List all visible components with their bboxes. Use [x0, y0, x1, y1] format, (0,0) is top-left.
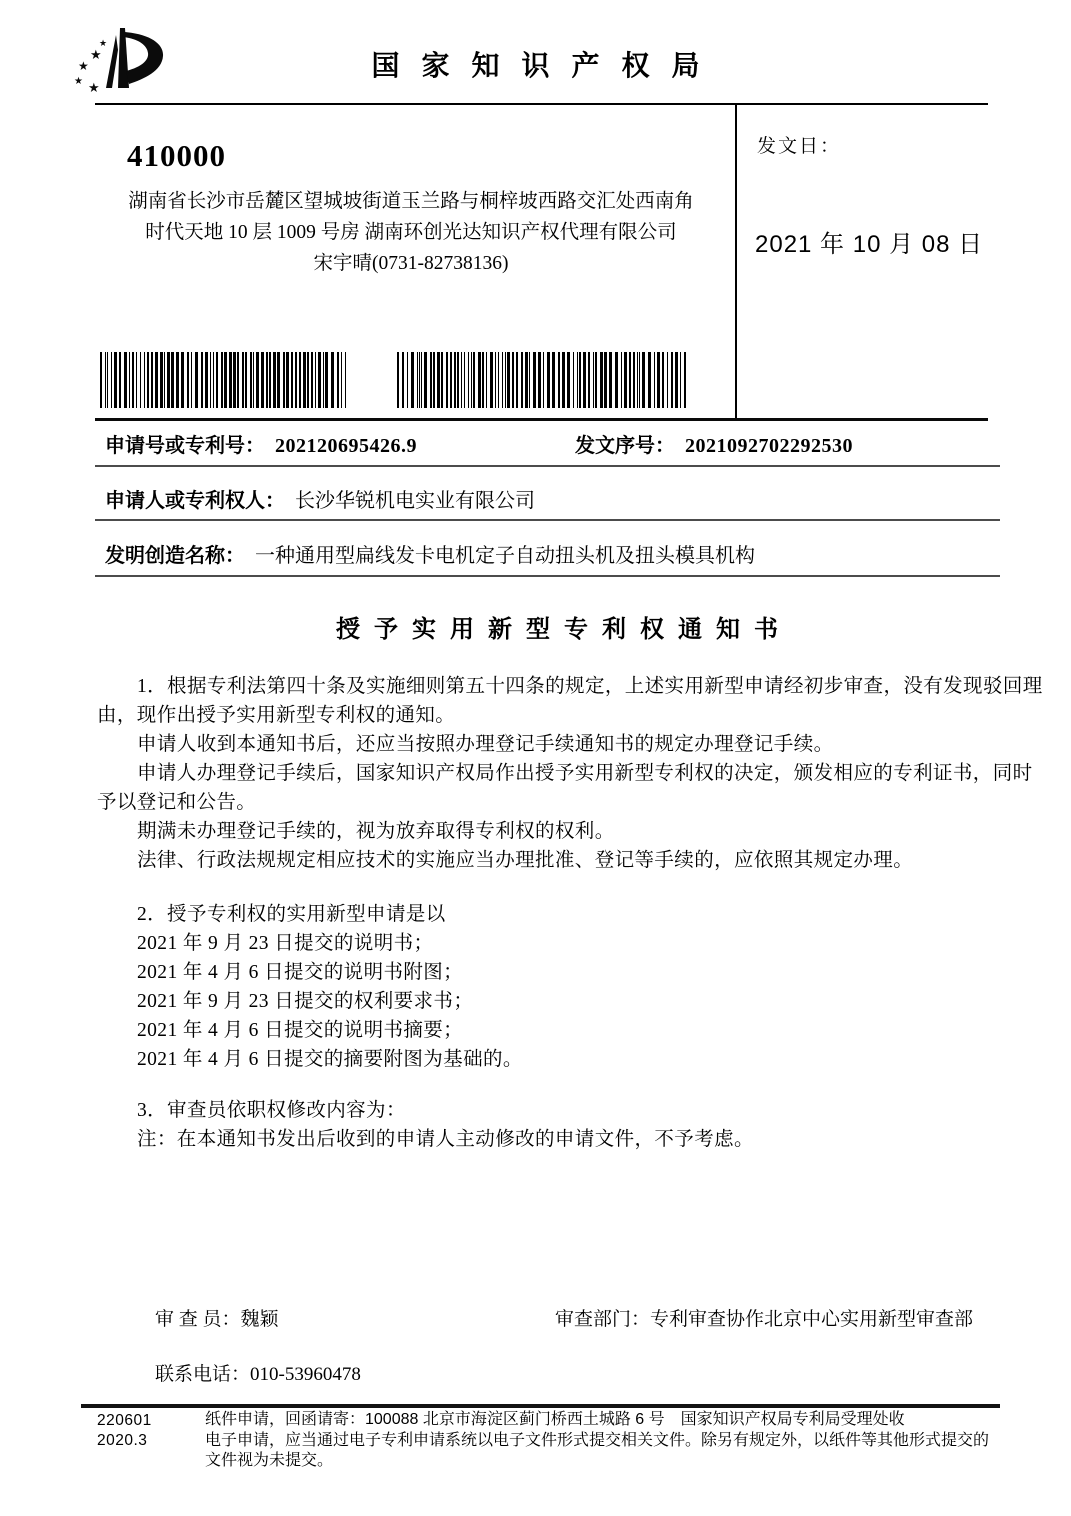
recipient-postcode: 410000 — [127, 138, 226, 173]
footer-instructions — [205, 1410, 1010, 1472]
footer-rule — [81, 1404, 1000, 1408]
body-line: 由，现作出授予实用新型专利权的通知。 — [97, 705, 456, 726]
department-name: 专利审查协作北京中心实用新型审查部 — [650, 1309, 974, 1330]
body-line: 注：在本通知书发出后收到的申请人主动修改的申请文件，不予考虑。 — [137, 1129, 754, 1150]
applicant-value: 长沙华锐机电实业有限公司 — [295, 490, 535, 512]
agency-title: 国家知识产权局 — [371, 51, 722, 82]
body-line: 申请人收到本通知书后，还应当按照办理登记手续通知书的规定办理登记手续。 — [137, 734, 834, 755]
examiner-label: 审 查 员： — [155, 1309, 241, 1330]
invention-title-row — [105, 539, 755, 568]
body-line: 1．根据专利法第四十条及实施细则第五十四条的规定，上述实用新型申请经初步审查，没有发现驳回理 — [137, 676, 1043, 697]
examiner-name: 魏颖 — [240, 1309, 279, 1330]
body-line: 予以登记和公告。 — [97, 792, 257, 813]
body-line: 2．授予专利权的实用新型申请是以 — [137, 904, 446, 925]
phone-label: 联系电话： — [155, 1364, 251, 1385]
dispatch-date-label: 发文日： — [757, 136, 842, 157]
applicant-label: 申请人或专利权人： — [105, 490, 285, 512]
serial-number-value: 2021092702292530 — [685, 435, 853, 457]
svg-text:★: ★ — [88, 81, 100, 96]
svg-text:★: ★ — [90, 48, 102, 63]
contact-phone-field — [155, 1359, 361, 1386]
barcode-serial-number — [397, 352, 690, 408]
body-section-1 — [97, 672, 1047, 875]
applicant-row — [105, 484, 535, 513]
footer-line: 文件视为未提交。 — [205, 1452, 334, 1469]
serial-number-row — [575, 429, 853, 458]
invention-title-value: 一种通用型扁线发卡电机定子自动扭头机及扭头模具机构 — [255, 545, 755, 567]
address-line-2: 时代天地 10 层 1009 号房 湖南环创光达知识产权代理有限公司 — [145, 222, 677, 243]
application-number-label: 申请号或专利号： — [105, 435, 265, 457]
application-number-row — [105, 429, 417, 458]
footer-line: 纸件申请，回函请寄：100088 北京市海淀区蓟门桥西土城路 6 号 国家知识产权局专利局受理处收 — [205, 1411, 905, 1428]
svg-text:★: ★ — [74, 76, 83, 87]
row-separator — [95, 519, 1000, 521]
department-label: 审查部门： — [555, 1309, 651, 1330]
header-rule — [95, 103, 988, 105]
footer-line: 电子申请，应当通过电子专利申请系统以电子文件形式提交相关文件。除另有规定外，以纸件等其他形式提交的 — [205, 1431, 990, 1449]
body-line: 期满未办理登记手续的，视为放弃取得专利权的权利。 — [137, 821, 615, 842]
form-code-number: 220601 — [97, 1412, 152, 1429]
serial-number-label: 发文序号： — [575, 435, 675, 457]
address-line-3: 宋宇晴(0731-82738136) — [313, 253, 509, 274]
footer-form-code — [97, 1411, 152, 1451]
address-date-divider — [735, 103, 737, 419]
row-separator — [95, 575, 1000, 577]
dispatch-date-value: 2021 年 10 月 08 日 — [755, 231, 984, 258]
examiner-department-field — [555, 1304, 973, 1331]
form-code-version: 2020.3 — [97, 1432, 148, 1449]
notice-title: 授予实用新型专利权通知书 — [336, 617, 792, 643]
body-section-2 — [97, 900, 1047, 1074]
svg-text:★: ★ — [78, 59, 89, 73]
body-line: 2021 年 4 月 6 日提交的说明书摘要； — [137, 1020, 464, 1041]
body-line: 2021 年 4 月 6 日提交的说明书附图； — [137, 962, 464, 983]
recipient-address — [95, 186, 727, 279]
address-line-1: 湖南省长沙市岳麓区望城坡街道玉兰路与桐梓坡西路交汇处西南角 — [128, 191, 694, 212]
body-line: 2021 年 9 月 23 日提交的说明书； — [137, 933, 434, 954]
body-section-3 — [97, 1096, 1047, 1154]
invention-title-label: 发明创造名称： — [105, 545, 245, 567]
body-line: 申请人办理登记手续后，国家知识产权局作出授予实用新型专利权的决定，颁发相应的专利证书，同时 — [137, 763, 1033, 784]
svg-text:★: ★ — [99, 39, 108, 49]
application-number-value: 202120695426.9 — [275, 435, 417, 457]
barcode-bottom-rule — [95, 418, 988, 421]
row-separator — [95, 465, 1000, 467]
phone-number: 010-53960478 — [250, 1364, 361, 1385]
body-line: 2021 年 9 月 23 日提交的权利要求书； — [137, 991, 474, 1012]
examiner-name-field — [155, 1304, 279, 1331]
body-line: 2021 年 4 月 6 日提交的摘要附图为基础的。 — [137, 1049, 523, 1070]
barcode-application-number — [100, 352, 350, 408]
body-line: 法律、行政法规规定相应技术的实施应当办理批准、登记等手续的，应依照其规定办理。 — [137, 850, 914, 871]
body-line: 3．审查员依职权修改内容为： — [137, 1100, 406, 1121]
